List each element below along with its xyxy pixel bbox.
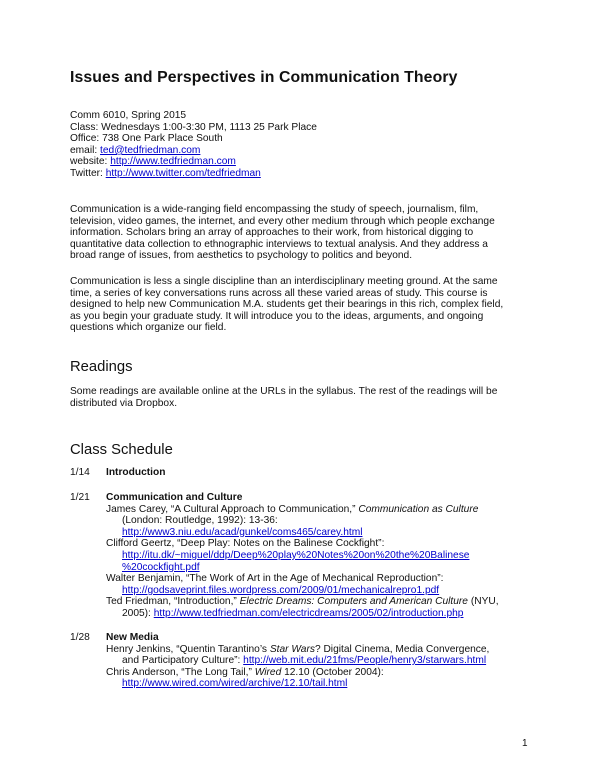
reading-citation: Clifford Geertz, “Deep Play: Notes on the Balinese Cockfight”: [106, 538, 385, 550]
twitter-label: Twitter: [70, 167, 103, 179]
reading-entry [106, 573, 540, 596]
email-link[interactable]: ted@tedfriedman.com [100, 144, 201, 156]
reading-citation-cont: (London: Routledge, 1992): 13-36: [122, 515, 278, 527]
office-location: Office: 738 One Park Place South [70, 133, 223, 145]
reading-citation: Chris Anderson, “The Long Tail,” [106, 666, 255, 678]
reading-source-title: Star Wars [269, 643, 315, 655]
reading-link-cont[interactable]: %20cockfight.pdf [122, 561, 200, 573]
class-time: Class: Wednesdays 1:00-3:30 PM, 1113 25 Park Place [70, 121, 317, 133]
reading-citation: James Carey, “A Cultural Approach to Communication,” [106, 503, 359, 515]
twitter-line [70, 168, 532, 180]
paragraph-line: as you begin your graduate study. It will introduce you to the ideas, arguments, and ongoing [70, 310, 484, 322]
intro-paragraph-2 [70, 276, 532, 334]
paragraph-line: distributed via Dropbox. [70, 397, 178, 409]
reading-link[interactable]: http://web.mit.edu/21fms/People/henry3/starwars.html [243, 655, 487, 667]
paragraph-line: television, video games, the internet, and every other medium through which people exchange [70, 215, 495, 227]
paragraph-line: Communication is less a single discipline than an interdisciplinary meeting ground. At the same [70, 276, 498, 287]
reading-link[interactable]: http://www.wired.com/wired/archive/12.10/tail.html [122, 678, 348, 690]
week-date: 1/28 [70, 632, 90, 643]
reading-link[interactable]: http://godsaveprint.files.wordpress.com/2009/01/mechanicalrepro1.pdf [122, 584, 440, 596]
reading-source-title: Electric Dreams: Computers and American Culture [239, 596, 468, 608]
reading-link[interactable]: http://itu.dk/~miguel/ddp/Deep%20play%20Notes%20on%20the%20Balinese [122, 549, 470, 561]
reading-citation: Ted Friedman, “Introduction,” [106, 596, 240, 608]
reading-entry [106, 644, 540, 667]
reading-source-title: Wired [254, 666, 282, 678]
reading-list [106, 504, 540, 620]
course-code: Comm 6010, Spring 2015 [70, 110, 187, 121]
paragraph-line: designed to help new Communication M.A. students get their bearings in this rich, complex field, [70, 299, 504, 311]
paragraph-line: Communication is a wide-ranging field encompassing the study of speech, journalism, film, [70, 204, 479, 215]
reading-citation-cont: and Participatory Culture”: [122, 655, 244, 667]
reading-entry [106, 538, 540, 573]
readings-text [70, 386, 532, 409]
paragraph-line: quantitative data collection to ethnographic interviews to textual analysis. And they address a [70, 238, 488, 250]
reading-list [106, 644, 540, 690]
week-topic: Communication and Culture [106, 492, 243, 503]
reading-citation: Walter Benjamin, “The Work of Art in the Age of Mechanical Reproduction”: [106, 573, 444, 585]
website-line [70, 156, 532, 168]
reading-citation-tail: ? Digital Cinema, Media Convergence, [314, 643, 490, 655]
reading-entry [106, 667, 540, 690]
paragraph-line: time, a series of key conversations runs across all these varied areas of study. This course is [70, 287, 488, 299]
paragraph-line: broad range of issues, from aesthetics to psychology to politics and beyond. [70, 250, 413, 262]
reading-entry [106, 596, 540, 619]
page-number: 1 [522, 738, 528, 749]
reading-source-title: Communication as Culture [358, 503, 479, 515]
schedule-heading: Class Schedule [70, 442, 173, 458]
page-title: Issues and Perspectives in Communication Theory [70, 69, 458, 86]
week-date: 1/21 [70, 492, 90, 503]
paragraph-line: questions which organize our field. [70, 322, 227, 334]
website-label: website: [70, 156, 108, 168]
reading-citation-tail: 12.10 (October 2004): [281, 666, 384, 678]
reading-link[interactable]: http://www.tedfriedman.com/electricdreams/2005/02/introduction.php [153, 607, 464, 619]
course-info [70, 110, 532, 180]
paragraph-line: information. Scholars bring an array of approaches to their work, from historical digging to [70, 227, 474, 239]
reading-citation-tail: (NYU, [467, 596, 499, 608]
reading-link[interactable]: http://www3.niu.edu/acad/gunkel/coms465/carey.html [122, 526, 363, 538]
reading-entry [106, 504, 540, 539]
email-line [70, 145, 532, 157]
twitter-link[interactable]: http://www.twitter.com/tedfriedman [105, 167, 261, 179]
paragraph-line: Some readings are available online at the URLs in the syllabus. The rest of the readings will be [70, 386, 498, 397]
week-date: 1/14 [70, 467, 90, 478]
website-link[interactable]: http://www.tedfriedman.com [110, 156, 236, 168]
readings-heading: Readings [70, 359, 133, 375]
intro-paragraph-1 [70, 204, 532, 262]
week-topic: Introduction [106, 467, 166, 478]
reading-citation-cont: 2005): [122, 607, 154, 619]
week-topic: New Media [106, 632, 159, 643]
email-label: email: [70, 144, 98, 156]
reading-citation: Henry Jenkins, “Quentin Tarantino’s [106, 643, 270, 655]
